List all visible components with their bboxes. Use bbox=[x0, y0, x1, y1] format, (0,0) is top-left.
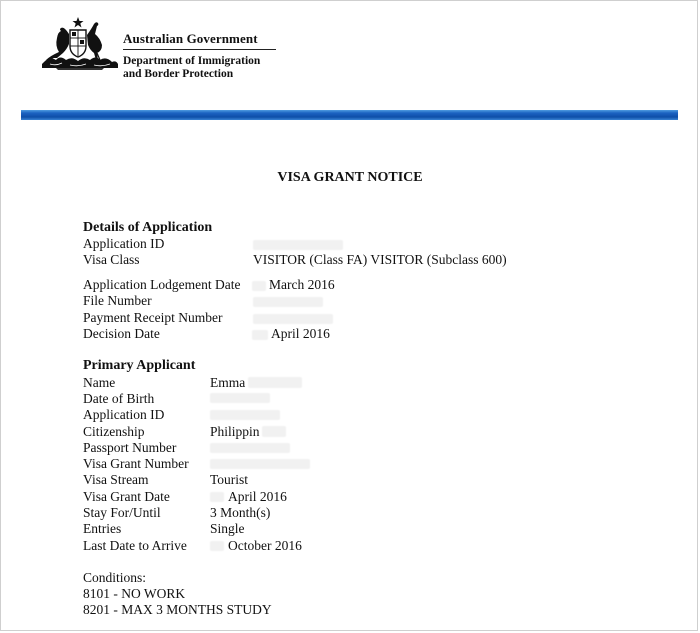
name-label: Name bbox=[83, 375, 116, 390]
condition-item: 8101 - NO WORK bbox=[83, 586, 186, 601]
visa-class-label: Visa Class bbox=[83, 252, 140, 267]
name-value: Emma bbox=[210, 375, 246, 390]
visa-grant-date-label: Visa Grant Date bbox=[83, 489, 170, 504]
lodgement-date-label: Application Lodgement Date bbox=[83, 277, 241, 292]
file-number-label: File Number bbox=[83, 293, 152, 308]
citizenship-value: Philippin bbox=[210, 424, 260, 439]
department-name-line-2: and Border Protection bbox=[123, 68, 234, 80]
redacted-passport-number bbox=[210, 443, 290, 453]
coat-of-arms-icon bbox=[42, 16, 118, 70]
department-name-line-1: Department of Immigration bbox=[123, 55, 261, 67]
details-heading: Details of Application bbox=[83, 220, 213, 235]
decision-date-label: Decision Date bbox=[83, 326, 160, 341]
condition-item: 8201 - MAX 3 MONTHS STUDY bbox=[83, 602, 272, 617]
header-blue-bar bbox=[21, 110, 678, 120]
passport-number-label: Passport Number bbox=[83, 440, 177, 455]
primary-applicant-heading: Primary Applicant bbox=[83, 358, 196, 373]
redacted-grant-day bbox=[210, 492, 224, 502]
decision-date-value: April 2016 bbox=[271, 326, 330, 341]
visa-class-value: VISITOR (Class FA) VISITOR (Subclass 600) bbox=[253, 252, 507, 267]
redacted-decision-day bbox=[252, 330, 268, 340]
redacted-lodgement-day bbox=[252, 281, 266, 291]
visa-grant-number-label: Visa Grant Number bbox=[83, 456, 189, 471]
redacted-arrive-day bbox=[210, 541, 224, 551]
visa-stream-label: Visa Stream bbox=[83, 472, 149, 487]
redacted-payment-receipt bbox=[253, 314, 333, 324]
entries-value: Single bbox=[210, 521, 245, 536]
visa-grant-date-value: April 2016 bbox=[228, 489, 287, 504]
redacted-visa-grant-number bbox=[210, 459, 310, 469]
redacted-surname bbox=[248, 377, 302, 388]
applicant-application-id-label: Application ID bbox=[83, 407, 165, 422]
conditions-heading: Conditions: bbox=[83, 570, 147, 585]
redacted-application-id bbox=[253, 240, 343, 250]
redacted-applicant-id bbox=[210, 410, 280, 420]
redacted-date-of-birth bbox=[210, 393, 270, 403]
document-title: VISA GRANT NOTICE bbox=[277, 170, 423, 185]
stay-for-until-value: 3 Month(s) bbox=[210, 505, 271, 520]
last-date-to-arrive-label: Last Date to Arrive bbox=[83, 538, 187, 553]
header-divider bbox=[123, 49, 276, 50]
date-of-birth-label: Date of Birth bbox=[83, 391, 155, 406]
payment-receipt-label: Payment Receipt Number bbox=[83, 310, 223, 325]
redacted-citizenship-suffix bbox=[262, 426, 286, 437]
citizenship-label: Citizenship bbox=[83, 424, 145, 439]
entries-label: Entries bbox=[83, 521, 122, 536]
redacted-file-number bbox=[253, 297, 323, 307]
government-title: Australian Government bbox=[123, 31, 258, 46]
last-date-to-arrive-value: October 2016 bbox=[228, 538, 302, 553]
visa-stream-value: Tourist bbox=[210, 472, 249, 487]
stay-for-until-label: Stay For/Until bbox=[83, 505, 161, 520]
lodgement-date-value: March 2016 bbox=[269, 277, 335, 292]
application-id-label: Application ID bbox=[83, 236, 165, 251]
